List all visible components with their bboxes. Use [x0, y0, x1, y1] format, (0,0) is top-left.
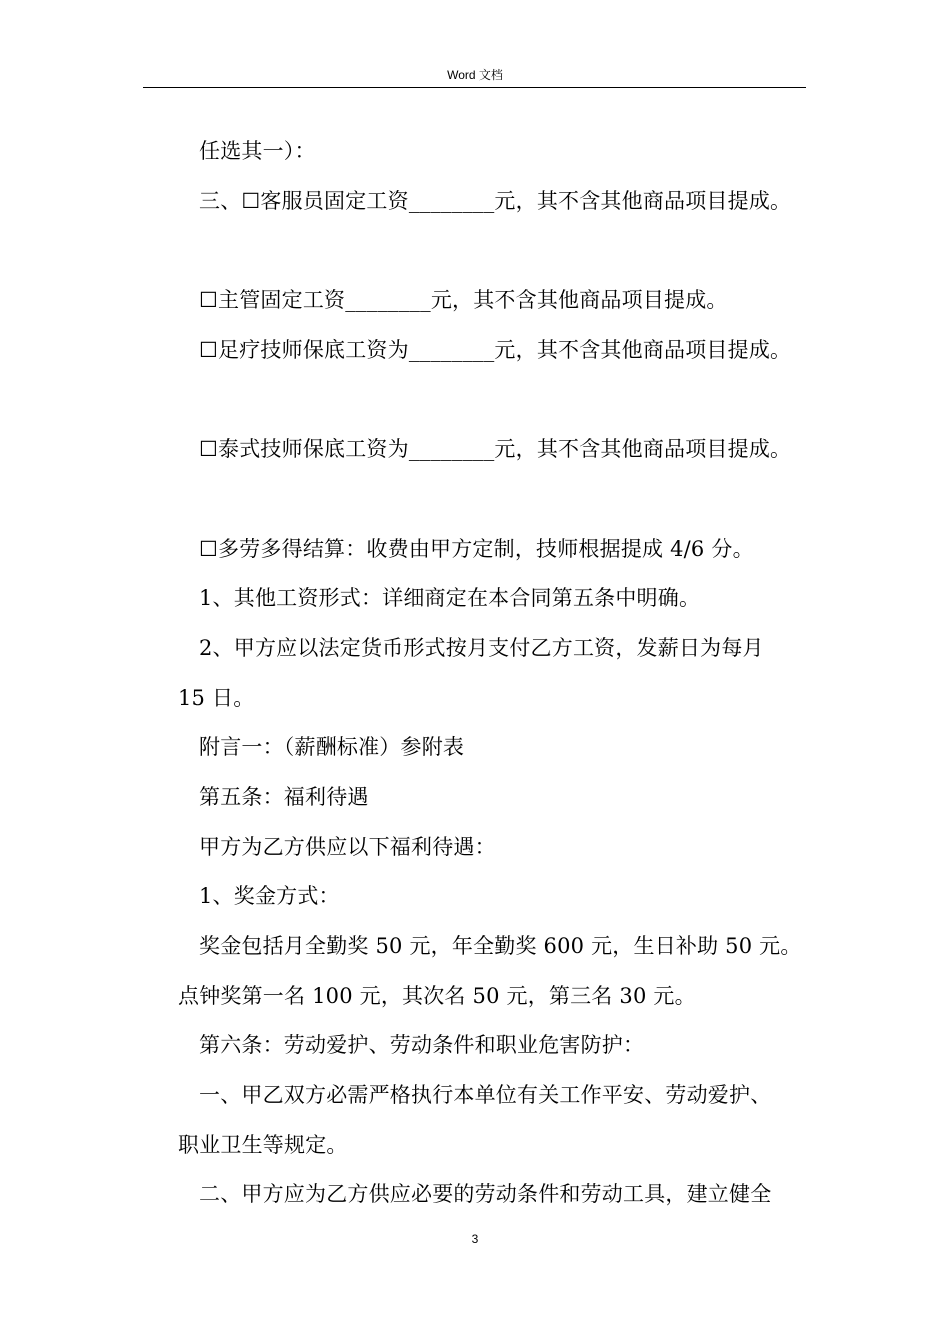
section-heading: 第五条：福利待遇	[199, 785, 369, 809]
text-line: ☐足疗技师保底工资为________元，其不含其他商品项目提成。	[199, 338, 792, 362]
text-line: 15 日。	[178, 686, 255, 710]
text-line: ☐泰式技师保底工资为________元，其不含其他商品项目提成。	[199, 437, 792, 461]
text-line: 1、奖金方式：	[199, 884, 340, 908]
text-line: 甲方为乙方供应以下福利待遇：	[199, 835, 496, 859]
text-line: 三、☐客服员固定工资________元，其不含其他商品项目提成。	[199, 189, 792, 213]
text-line: ☐多劳多得结算：收费由甲方定制，技师根据提成 4/6 分。	[199, 537, 754, 561]
section-heading: 第六条：劳动爱护、劳动条件和职业危害防护：	[199, 1033, 645, 1057]
header-divider	[143, 87, 806, 88]
text-line: ☐主管固定工资________元，其不含其他商品项目提成。	[199, 288, 728, 312]
text-line: 二、甲方应为乙方供应必要的劳动条件和劳动工具，建立健全	[199, 1182, 772, 1206]
text-line: 附言一：（薪酬标准）参附表	[199, 735, 465, 759]
text-line: 任选其一）：	[199, 139, 316, 163]
text-line: 奖金包括月全勤奖 50 元，年全勤奖 600 元，生日补助 50 元。	[199, 934, 802, 958]
text-line: 职业卫生等规定。	[178, 1133, 348, 1157]
text-line: 点钟奖第一名 100 元，其次名 50 元，第三名 30 元。	[178, 984, 696, 1008]
page-header-title: Word 文档	[447, 68, 503, 82]
text-line: 2、甲方应以法定货币形式按月支付乙方工资，发薪日为每月	[199, 636, 764, 660]
text-line: 一、甲乙双方必需严格执行本单位有关工作平安、劳动爱护、	[199, 1083, 772, 1107]
text-line: 1、其他工资形式：详细商定在本合同第五条中明确。	[199, 586, 701, 610]
page-number: 3	[471, 1232, 479, 1246]
